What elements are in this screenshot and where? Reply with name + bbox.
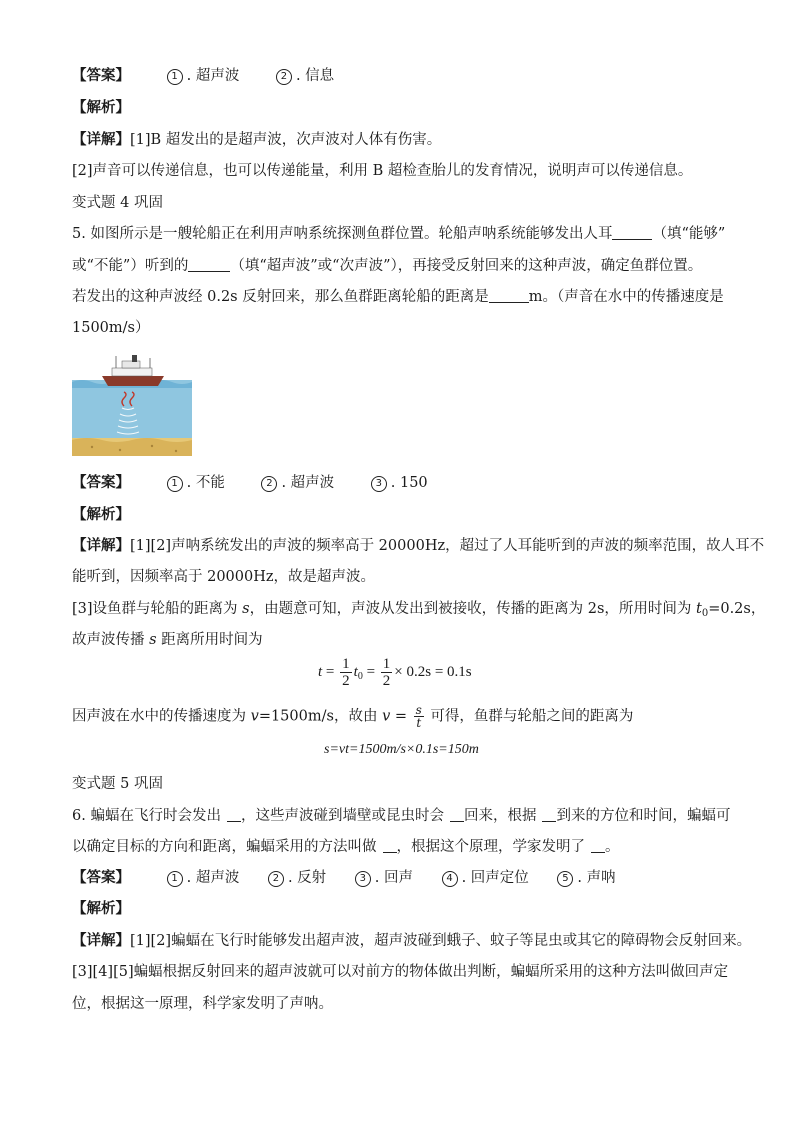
var-v: v bbox=[250, 708, 259, 725]
equals-sign: = bbox=[322, 663, 339, 680]
detail-text: [1][2]声呐系统发出的声波的频率高于 20000Hz，超过了人耳能听到的声波的频率范围，故人耳不 bbox=[130, 538, 765, 554]
answer-option-1 bbox=[167, 473, 225, 493]
answer-tag: 【答案】 bbox=[72, 869, 130, 886]
circled-number: 2 bbox=[261, 476, 277, 492]
detail-text: 可得，鱼群与轮船之间的距离为 bbox=[425, 708, 634, 725]
var-t: t bbox=[353, 663, 358, 680]
answer-text: . 不能 bbox=[186, 475, 225, 491]
q5-detail-line-1 bbox=[72, 536, 764, 556]
detail-text: [1]B 超发出的是超声波，次声波对人体有伤害。 bbox=[130, 132, 442, 148]
stem-text: 5. 如图所示是一艘轮船正在利用声呐系统探测鱼群位置。轮船声呐系统能够发出人耳 bbox=[72, 226, 613, 242]
detail-text: ，由题意可知，声波从发出到被接收，传播的距离为 2s，所用时间为 bbox=[249, 601, 696, 617]
answer-blank bbox=[383, 838, 397, 853]
detail-text: =1500m/s，故由 bbox=[258, 708, 383, 725]
equation-distance: s=vt=1500m/s×0.1s=150m bbox=[324, 742, 479, 757]
answer-option-2 bbox=[268, 868, 326, 888]
stem-text: 。 bbox=[605, 839, 620, 855]
answer-text: . 超声波 bbox=[186, 68, 240, 84]
answer-option-3 bbox=[355, 868, 413, 888]
q5-answer-line bbox=[72, 473, 428, 493]
answer-option-1 bbox=[167, 868, 240, 888]
numerator: 1 bbox=[382, 656, 391, 672]
answer-option-2 bbox=[276, 66, 334, 86]
circled-number: 2 bbox=[268, 871, 284, 887]
q4-answer-line bbox=[72, 66, 334, 86]
circled-number: 2 bbox=[276, 69, 292, 85]
circled-number: 1 bbox=[167, 871, 183, 887]
q6-stem-line-1 bbox=[72, 806, 730, 826]
detail-text: 故声波传播 bbox=[72, 632, 150, 648]
stem-text: 若发出的这种声波经 0.2s 反射回来，那么鱼群距离轮船的距离是 bbox=[72, 289, 489, 305]
circled-number: 1 bbox=[167, 69, 183, 85]
stem-text: ，这些声波碰到墙壁或昆虫时会 bbox=[240, 808, 444, 824]
equation-rest: × 0.2s = 0.1s bbox=[394, 663, 472, 680]
answer-text: . 信息 bbox=[295, 68, 335, 84]
subscript: 0 bbox=[701, 608, 709, 619]
q5-stem-line-3 bbox=[72, 287, 724, 307]
answer-blank bbox=[188, 257, 230, 272]
q6-answer-line bbox=[72, 868, 616, 888]
var-s: s bbox=[242, 601, 250, 617]
answer-text: . 150 bbox=[390, 475, 428, 491]
q5-analysis-tag: 【解析】 bbox=[72, 506, 130, 523]
q5-detail-line-3 bbox=[72, 599, 765, 624]
answer-text: . 超声波 bbox=[186, 870, 240, 886]
q5-stem-line-1 bbox=[72, 224, 725, 244]
q5-detail-line-2: 能听到，因频率高于 20000Hz，故是超声波。 bbox=[72, 569, 376, 585]
q5-detail-line-4 bbox=[72, 630, 263, 650]
answer-blank bbox=[591, 838, 605, 853]
detail-tag: 【详解】 bbox=[72, 932, 130, 949]
answer-option-4 bbox=[442, 868, 529, 888]
stem-text: m。（声音在水中的传播速度是 bbox=[528, 289, 724, 305]
answer-blank bbox=[612, 225, 652, 240]
detail-text: [1][2]蝙蝠在飞行时能够发出超声波，超声波碰到蛾子、蚊子等昆虫或其它的障碍物会反射回来。 bbox=[130, 933, 752, 949]
subscript: 0 bbox=[357, 670, 363, 682]
fraction-half bbox=[340, 656, 352, 689]
answer-text: . 声呐 bbox=[577, 870, 616, 886]
detail-text: [3]设鱼群与轮船的距离为 bbox=[72, 601, 243, 617]
var-s: s bbox=[149, 632, 157, 648]
answer-option-3 bbox=[371, 473, 428, 493]
answer-tag: 【答案】 bbox=[72, 474, 130, 491]
answer-text: . 超声波 bbox=[281, 475, 335, 491]
denominator: 2 bbox=[382, 673, 391, 689]
answer-text: . 回声定位 bbox=[461, 870, 529, 886]
fraction-s-over-t bbox=[414, 704, 424, 729]
circled-number: 5 bbox=[557, 871, 573, 887]
q6-detail-line-1 bbox=[72, 931, 751, 951]
answer-text: . 回声 bbox=[374, 870, 413, 886]
answer-option-1 bbox=[167, 66, 240, 86]
sonar-ship-illustration bbox=[72, 352, 192, 456]
stem-text: ，根据这个原理，学家发明了 bbox=[396, 839, 585, 855]
denominator: t bbox=[416, 716, 422, 730]
q5-stem-line-2 bbox=[72, 256, 702, 276]
answer-text: . 反射 bbox=[287, 870, 327, 886]
circled-number: 3 bbox=[355, 871, 371, 887]
numerator: s bbox=[415, 703, 422, 717]
var-v: v bbox=[382, 708, 391, 725]
detail-text: =0.2s， bbox=[708, 601, 766, 617]
denominator: 2 bbox=[342, 673, 350, 689]
circled-number: 1 bbox=[167, 476, 183, 492]
stem-text: 6. 蝙蝠在飞行时会发出 bbox=[72, 808, 221, 824]
stem-text: 回来，根据 bbox=[463, 808, 537, 824]
var-t: t bbox=[696, 601, 702, 617]
equals-sign: = bbox=[390, 708, 412, 725]
answer-blank bbox=[450, 807, 464, 822]
q6-detail-line-2: [3][4][5]蝙蝠根据反射回来的超声波就可以对前方的物体做出判断，蝙蝠所采用的这种方法叫做回声定 bbox=[72, 964, 729, 980]
answer-tag: 【答案】 bbox=[72, 67, 130, 84]
detail-text: 距离所用时间为 bbox=[156, 632, 263, 648]
answer-option-2 bbox=[261, 473, 334, 493]
stem-text: 或“不能”）听到的 bbox=[72, 258, 189, 274]
detail-text: 因声波在水中的传播速度为 bbox=[72, 708, 251, 725]
answer-blank bbox=[227, 807, 241, 822]
stem-text: 到来的方位和时间，蝙蝠可 bbox=[556, 808, 731, 824]
fraction-half bbox=[381, 656, 393, 689]
variant-5-heading: 变式题 5 巩固 bbox=[72, 776, 163, 792]
answer-blank bbox=[489, 288, 529, 303]
q6-stem-line-2 bbox=[72, 837, 620, 857]
detail-tag: 【详解】 bbox=[72, 537, 130, 554]
q6-detail-line-3: 位，根据这一原理，科学家发明了声呐。 bbox=[72, 996, 333, 1012]
equals-sign: = bbox=[362, 663, 379, 680]
q4-detail-line-1 bbox=[72, 130, 441, 150]
numerator: 1 bbox=[342, 656, 350, 672]
q6-analysis-tag: 【解析】 bbox=[72, 900, 130, 917]
equation-time bbox=[318, 656, 472, 689]
stem-text: （填“能够” bbox=[652, 226, 726, 242]
var-t: t bbox=[318, 663, 323, 680]
q4-analysis-tag: 【解析】 bbox=[72, 99, 130, 116]
variant-4-heading: 变式题 4 巩固 bbox=[72, 195, 163, 211]
q5-stem-line-4: 1500m/s） bbox=[72, 320, 150, 336]
stem-text: 以确定目标的方向和距离，蝙蝠采用的方法叫做 bbox=[72, 839, 377, 855]
circled-number: 4 bbox=[442, 871, 458, 887]
circled-number: 3 bbox=[371, 476, 387, 492]
q4-detail-line-2: [2]声音可以传递信息，也可以传递能量，利用 B 超检查胎儿的发育情况，说明声可以传递信息。 bbox=[72, 163, 693, 179]
answer-blank bbox=[542, 807, 556, 822]
stem-text: （填“超声波”或“次声波”），再接受反射回来的这种声波，确定鱼群位置。 bbox=[230, 258, 703, 274]
detail-tag: 【详解】 bbox=[72, 131, 130, 148]
answer-option-5 bbox=[557, 868, 615, 888]
q5-detail-line-5 bbox=[72, 704, 633, 729]
